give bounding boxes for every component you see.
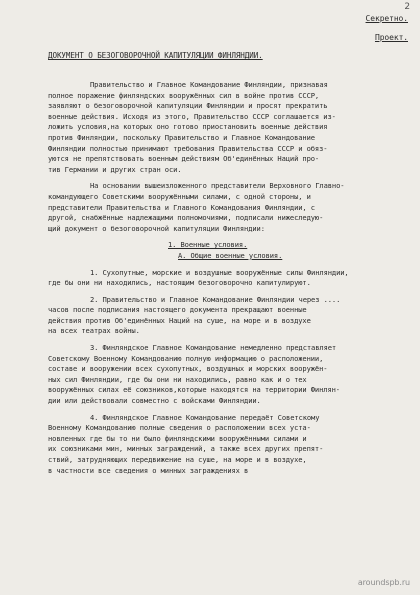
paragraph: [48, 181, 404, 234]
text-line: их союзниками мин, минных заграждений, а также всех других препят-: [48, 444, 324, 454]
text-line: щий документ о безоговорочной капитуляции Финляндии:: [48, 223, 265, 233]
text-line: тив Германии и других стран оси.: [48, 164, 182, 174]
numbered-clauses: [48, 268, 404, 477]
text-line: против Финляндии, поскольку Правительство и Главное Командование: [48, 132, 315, 142]
text-line: ствий, затрудняющих передвижение на суше, на море и в воздухе,: [48, 455, 307, 464]
page-number: 2: [404, 2, 410, 12]
text-line: в частности все сведения о минных заграждениях в: [48, 465, 249, 475]
intro-paragraphs: [48, 80, 404, 234]
paragraph: [48, 80, 404, 175]
text-line: уются не препятствовать военным действиям Об'единённых Наций про-: [48, 154, 320, 164]
status-label: Проект.: [374, 33, 408, 42]
text-line: где бы они ни находились, настоящим безоговорочно капитулируют.: [48, 278, 311, 288]
text-line: 1. Сухопутные, морские и воздушные вооружённые силы Финляндии,: [90, 267, 349, 277]
text-line: составе и вооружении всех сухопутных, воздушных и морских вооружён-: [48, 364, 328, 374]
text-line: заявляют о безоговорочной капитуляции Финляндии и просят прекратить: [48, 101, 328, 111]
text-line: часов после подписания настоящего документа прекращают военные: [48, 305, 307, 315]
text-line: ложить условия,на которых оно готово приостановить военные действия: [48, 122, 328, 132]
text-line: военные действия. Исходя из этого, Правительство СССР соглашается из-: [48, 111, 336, 121]
text-line: Военному Командованию полные сведения о расположении всех уста-: [48, 423, 311, 433]
subsection-heading-general: А. Общие военные условия.: [178, 250, 283, 260]
text-line: дии или действовали совместно с войсками Финляндии.: [48, 396, 261, 406]
clause: [48, 295, 404, 337]
classification-label: Секретно.: [365, 14, 408, 23]
text-line: Правительство и Главное Командование Финляндии, признавая: [90, 80, 328, 89]
text-line: 3. Финляндское Главное Командование немедленно представляет: [90, 343, 337, 353]
text-line: Советскому Военному Командованию полную информацию о расположении,: [48, 353, 324, 363]
text-line: 4. Финляндское Главное Командование передаёт Советскому: [90, 412, 320, 422]
watermark: aroundspb.ru: [357, 578, 410, 588]
text-line: действия против Об'единённых Наций на суше, на море и в воздухе: [48, 315, 311, 325]
text-line: представители Правительства и Главного Командования Финляндии, с: [48, 202, 315, 212]
clause: [48, 268, 404, 289]
text-line: На основании вышеизложенного представители Верховного Главно-: [90, 181, 345, 191]
document-title: ДОКУМЕНТ О БЕЗОГОВОРОЧНОЙ КАПИТУЛЯЦИИ ФИНЛЯНДИИ.: [48, 51, 263, 60]
section-heading-military: 1. Военные условия.: [168, 240, 248, 250]
text-line: Финляндии полностью принимают требования Правительства СССР и обяз-: [48, 143, 328, 153]
text-line: другой, снабжённые надлежащими полномочиями, подписали нижеследую-: [48, 213, 324, 223]
text-line: полное поражение финляндских вооружённых сил в войне против СССР,: [48, 90, 320, 100]
clause: [48, 343, 404, 407]
text-line: командующего Советскими вооружёнными силами, с одной стороны, и: [48, 191, 311, 201]
text-line: новленных где бы то ни было финляндскими вооружёнными силами и: [48, 433, 307, 443]
text-line: на всех театрах войны.: [48, 326, 140, 336]
text-line: ных сил Финляндии, где бы они ни находились, равно как и о тех: [48, 374, 307, 384]
clause: [48, 413, 404, 477]
text-line: 2. Правительство и Главное Командование Финляндии через ....: [90, 294, 341, 304]
document-body: [48, 80, 404, 482]
text-line: вооружённых силах её союзников,которые находятся на территории Финлян-: [48, 385, 340, 395]
